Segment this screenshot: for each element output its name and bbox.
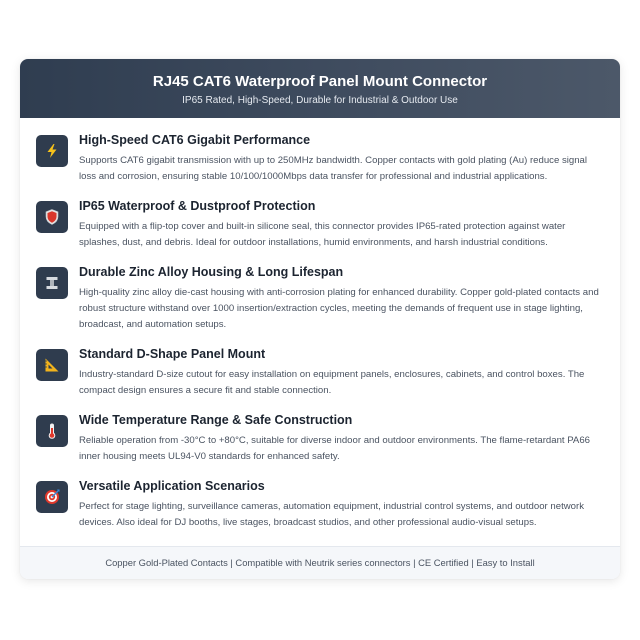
- feature-item-durability: [36, 265, 604, 333]
- feature-title: Standard D-Shape Panel Mount: [79, 347, 266, 361]
- feature-description: Perfect for stage lighting, surveillance cameras, automation equipment, industrial control systems, and outdoor network devices. Also ideal for DJ booths, live stages, broadcast studios, and other professional audio-visual setups.: [79, 501, 584, 528]
- thermometer-icon: [36, 415, 68, 447]
- feature-description: Supports CAT6 gigabit transmission with up to 250MHz bandwidth. Copper contacts with gold plating (Au) reduce signal loss and corrosion, ensuring stable 10/100/1000Mbps data transfer for professional and industrial applications.: [79, 155, 588, 182]
- product-card: [20, 59, 620, 579]
- feature-item-waterproof: [36, 199, 604, 251]
- lightning-icon: [36, 135, 68, 167]
- feature-description: Reliable operation from -30°C to +80°C, suitable for diverse indoor and outdoor environments. The flame-retardant PA66 inner housing meets UL94-V0 standards for enhanced safety.: [79, 435, 591, 462]
- feature-description: High-quality zinc alloy die-cast housing with anti-corrosion plating for enhanced durability. Copper gold-plated contacts and robust structure withstand over 1000 insertion/extraction cycles, meeting the demands of frequent use in stage lighting, broadcast, and automation setups.: [79, 287, 599, 330]
- feature-list: [20, 118, 620, 531]
- page-title: RJ45 CAT6 Waterproof Panel Mount Connector: [152, 73, 488, 90]
- feature-title: Wide Temperature Range & Safe Construction: [79, 413, 353, 427]
- page-subtitle: IP65 Rated, High-Speed, Durable for Industrial & Outdoor Use: [182, 95, 458, 106]
- target-icon: [36, 481, 68, 513]
- feature-title: Versatile Application Scenarios: [79, 479, 265, 493]
- feature-item-performance: [36, 133, 604, 185]
- feature-item-temperature: [36, 413, 604, 465]
- feature-title: Durable Zinc Alloy Housing & Long Lifespan: [79, 265, 344, 279]
- feature-description: Equipped with a flip-top cover and built-in silicone seal, this connector provides IP65-rated protection against water splashes, dust, and debris. Ideal for outdoor installations, humid environments, and harsh industrial conditions.: [79, 221, 566, 248]
- feature-description: Industry-standard D-size cutout for easy installation on equipment panels, enclosures, cabinets, and control boxes. The compact design ensures a secure fit and stable connection.: [79, 369, 585, 396]
- shield-icon: [36, 201, 68, 233]
- card-footer: Copper Gold-Plated Contacts | Compatible with Neutrik series connectors | CE Certified | Easy to Install: [20, 546, 620, 579]
- triangle-ruler-icon: [36, 349, 68, 381]
- i-beam-icon: [36, 267, 68, 299]
- feature-title: High-Speed CAT6 Gigabit Performance: [79, 133, 311, 147]
- card-header: [20, 59, 620, 118]
- feature-item-applications: [36, 479, 604, 531]
- feature-title: IP65 Waterproof & Dustproof Protection: [79, 199, 316, 213]
- feature-item-panel-mount: [36, 347, 604, 399]
